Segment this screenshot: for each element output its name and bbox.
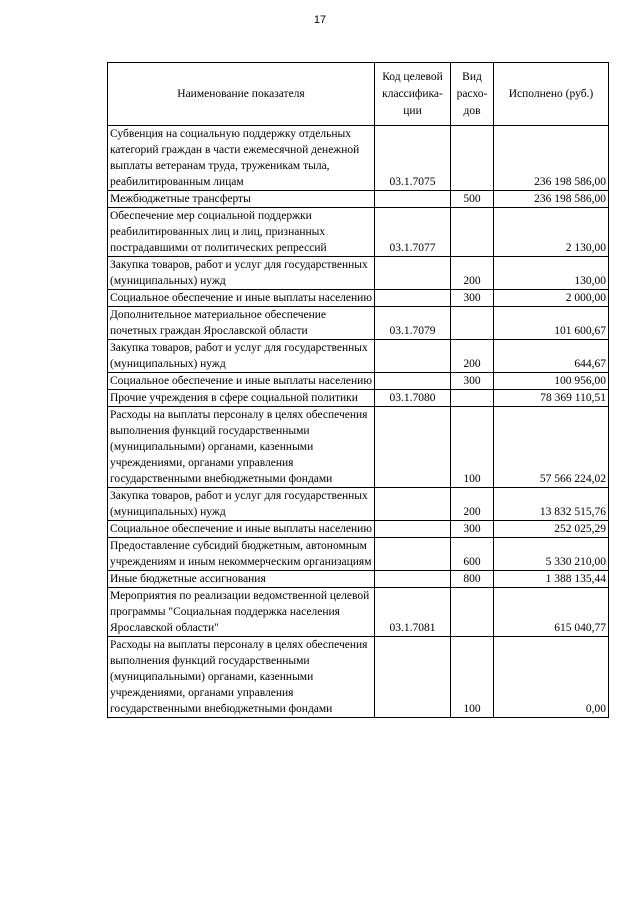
table-row <box>108 637 609 718</box>
row-name-cell: Закупка товаров, работ и услуг для государственных (муниципальных) нужд <box>108 488 375 521</box>
row-amount-cell: 252 025,29 <box>494 521 609 538</box>
row-amount-cell: 2 130,00 <box>494 208 609 257</box>
row-amount-cell: 78 369 110,51 <box>494 390 609 407</box>
table-row <box>108 588 609 637</box>
row-name-cell: Обеспечение мер социальной поддержки реабилитированных лиц и лиц, признанных пострадавшими от политических репрессий <box>108 208 375 257</box>
row-code-cell <box>375 407 451 488</box>
header-code: Код целевой классифика-ции <box>375 63 451 126</box>
row-code-cell <box>375 637 451 718</box>
row-code-cell <box>375 290 451 307</box>
row-name-cell: Закупка товаров, работ и услуг для государственных (муниципальных) нужд <box>108 340 375 373</box>
row-name-cell: Дополнительное материальное обеспечение почетных граждан Ярославской области <box>108 307 375 340</box>
header-amount: Исполнено (руб.) <box>494 63 609 126</box>
row-amount-cell: 5 330 210,00 <box>494 538 609 571</box>
row-code-cell: 03.1.7081 <box>375 588 451 637</box>
table-row <box>108 538 609 571</box>
row-name-cell: Закупка товаров, работ и услуг для государственных (муниципальных) нужд <box>108 257 375 290</box>
row-amount-cell: 57 566 224,02 <box>494 407 609 488</box>
row-kind-cell: 300 <box>451 290 494 307</box>
row-kind-cell: 100 <box>451 407 494 488</box>
table-row <box>108 307 609 340</box>
table-row <box>108 208 609 257</box>
row-code-cell <box>375 521 451 538</box>
row-kind-cell <box>451 390 494 407</box>
table-header-row <box>108 63 609 126</box>
row-kind-cell: 300 <box>451 373 494 390</box>
table-row <box>108 407 609 488</box>
table-row <box>108 488 609 521</box>
table-row <box>108 390 609 407</box>
table-row <box>108 373 609 390</box>
row-amount-cell: 130,00 <box>494 257 609 290</box>
page-number: 17 <box>313 14 327 26</box>
row-kind-cell <box>451 307 494 340</box>
row-amount-cell: 236 198 586,00 <box>494 191 609 208</box>
row-kind-cell: 300 <box>451 521 494 538</box>
row-name-cell: Межбюджетные трансферты <box>108 191 375 208</box>
row-amount-cell: 100 956,00 <box>494 373 609 390</box>
table-row <box>108 521 609 538</box>
row-name-cell: Предоставление субсидий бюджетным, автономным учреждениям и иным некоммерческим организациям <box>108 538 375 571</box>
row-amount-cell: 101 600,67 <box>494 307 609 340</box>
row-kind-cell: 100 <box>451 637 494 718</box>
row-name-cell: Расходы на выплаты персоналу в целях обеспечения выполнения функций государственными (муниципальными) органами, казенными учреждениями, органами управления государственными внебюджетными фондами <box>108 637 375 718</box>
row-name-cell: Социальное обеспечение и иные выплаты населению <box>108 521 375 538</box>
header-kind: Вид расхо-дов <box>451 63 494 126</box>
row-code-cell: 03.1.7080 <box>375 390 451 407</box>
row-kind-cell: 800 <box>451 571 494 588</box>
row-kind-cell <box>451 588 494 637</box>
row-code-cell <box>375 571 451 588</box>
row-name-cell: Мероприятия по реализации ведомственной целевой программы "Социальная поддержка населения Ярославской области" <box>108 588 375 637</box>
row-code-cell <box>375 488 451 521</box>
row-code-cell: 03.1.7079 <box>375 307 451 340</box>
row-code-cell <box>375 538 451 571</box>
row-code-cell: 03.1.7075 <box>375 126 451 191</box>
table-row <box>108 126 609 191</box>
row-amount-cell: 0,00 <box>494 637 609 718</box>
row-code-cell: 03.1.7077 <box>375 208 451 257</box>
row-kind-cell: 200 <box>451 257 494 290</box>
row-amount-cell: 13 832 515,76 <box>494 488 609 521</box>
table-row <box>108 571 609 588</box>
row-kind-cell: 200 <box>451 340 494 373</box>
row-name-cell: Социальное обеспечение и иные выплаты населению <box>108 373 375 390</box>
row-kind-cell: 200 <box>451 488 494 521</box>
row-name-cell: Расходы на выплаты персоналу в целях обеспечения выполнения функций государственными (муниципальными) органами, казенными учреждениями, органами управления государственными внебюджетными фондами <box>108 407 375 488</box>
table-row <box>108 340 609 373</box>
row-code-cell <box>375 191 451 208</box>
row-amount-cell: 615 040,77 <box>494 588 609 637</box>
header-name: Наименование показателя <box>108 63 375 126</box>
row-name-cell: Прочие учреждения в сфере социальной политики <box>108 390 375 407</box>
row-kind-cell: 600 <box>451 538 494 571</box>
row-code-cell <box>375 340 451 373</box>
row-amount-cell: 236 198 586,00 <box>494 126 609 191</box>
row-name-cell: Иные бюджетные ассигнования <box>108 571 375 588</box>
table-row <box>108 290 609 307</box>
row-amount-cell: 2 000,00 <box>494 290 609 307</box>
table-body <box>108 126 609 718</box>
table-row <box>108 257 609 290</box>
row-name-cell: Субвенция на социальную поддержку отдельных категорий граждан в части ежемесячной денежной выплаты ветеранам труда, труженикам тыла, реабилитированным лицам <box>108 126 375 191</box>
row-code-cell <box>375 373 451 390</box>
row-amount-cell: 1 388 135,44 <box>494 571 609 588</box>
expenditure-table <box>107 62 609 718</box>
row-amount-cell: 644,67 <box>494 340 609 373</box>
row-kind-cell <box>451 208 494 257</box>
row-name-cell: Социальное обеспечение и иные выплаты населению <box>108 290 375 307</box>
table-row <box>108 191 609 208</box>
row-kind-cell: 500 <box>451 191 494 208</box>
row-kind-cell <box>451 126 494 191</box>
row-code-cell <box>375 257 451 290</box>
